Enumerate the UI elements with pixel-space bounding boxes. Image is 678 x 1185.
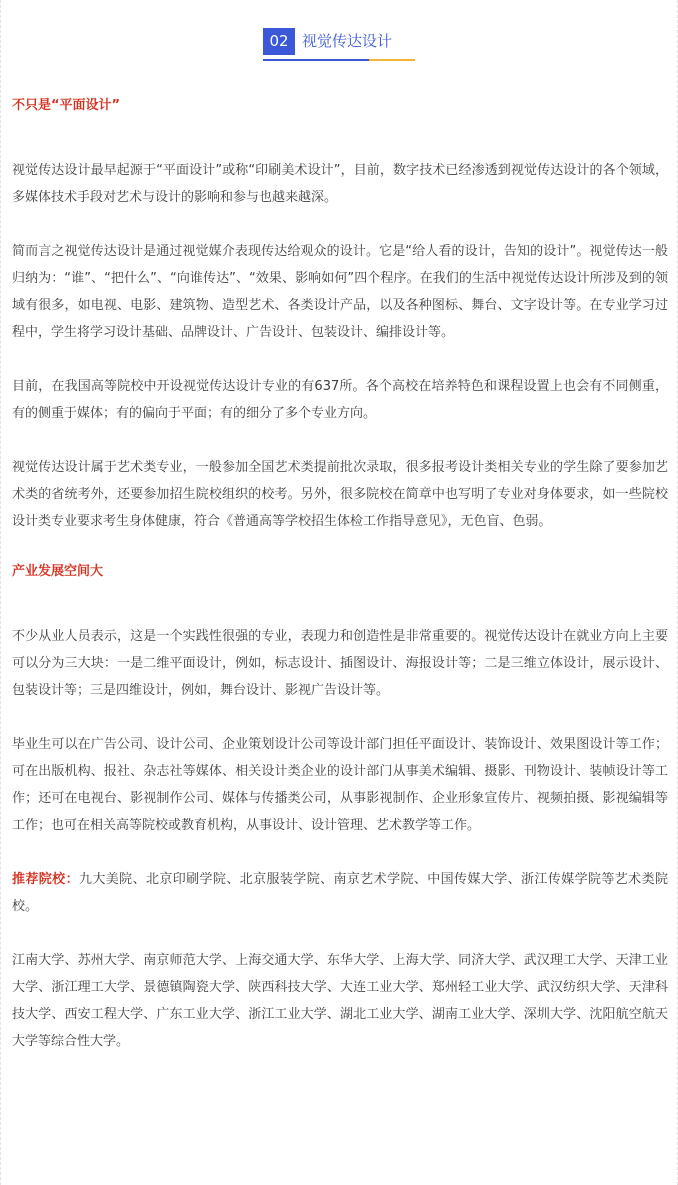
recommended-label: 推荐院校： xyxy=(12,872,79,887)
paragraph-school-count: 目前，在我国高等院校中开设视觉传达设计专业的有637所。各个高校在培养特色和课程设置上也会有不同侧重，有的侧重于媒体；有的偏向于平面；有的细分了多个专业方向。 xyxy=(12,379,668,421)
section-title-1: 不只是“平面设计” xyxy=(12,98,121,113)
section-header xyxy=(263,28,415,62)
section-title-2: 产业发展空间大 xyxy=(12,564,104,579)
paragraph-recommended-schools xyxy=(12,866,668,920)
paragraph-admission: 视觉传达设计属于艺术类专业，一般参加全国艺术类提前批次录取，很多报考设计类相关专业的学生除了要参加艺术类的省统考外，还要参加招生院校组织的校考。另外，很多院校在简章中也写明了专业对身体要求，如一些院校设计类专业要求考生身体健康，符合《普通高等学校招生体检工作指导意见》，无色盲、色弱。 xyxy=(12,460,668,529)
paragraph-comprehensive-universities: 江南大学、苏州大学、南京师范大学、上海交通大学、东华大学、上海大学、同济大学、武汉理工大学、天津工业大学、浙江理工大学、景德镇陶瓷大学、陕西科技大学、大连工业大学、郑州轻工业大学、武汉纺织大学、天津科技大学、西安工程大学、广东工业大学、浙江工业大学、湖北工业大学、湖南工业大学、深圳大学、沈阳航空航天大学等综合性大学。 xyxy=(12,953,668,1049)
header-underline-blue xyxy=(263,59,369,61)
recommended-art-schools: 九大美院、北京印刷学院、北京服装学院、南京艺术学院、中国传媒大学、浙江传媒学院等艺术类院校。 xyxy=(12,872,668,914)
header-underline-yellow xyxy=(369,59,415,61)
paragraph-employment: 毕业生可以在广告公司、设计公司、企业策划设计公司等设计部门担任平面设计、装饰设计、效果图设计等工作；可在出版机构、报社、杂志社等媒体、相关设计类企业的设计部门从事美术编辑、摄影、刊物设计、装帧设计等工作；还可在电视台、影视制作公司、媒体与传播类公司，从事影视制作、企业形象宣传片、视频拍摄、影视编辑等工作；也可在相关高等院校或教育机构，从事设计、设计管理、艺术教学等工作。 xyxy=(12,737,668,833)
section-header-title: 视觉传达设计 xyxy=(302,32,393,50)
article-body xyxy=(12,96,668,1055)
paragraph-origin: 视觉传达设计最早起源于“平面设计”或称“印刷美术设计”，目前，数字技术已经渗透到视觉传达设计的各个领域，多媒体技术手段对艺术与设计的影响和参与也越来越深。 xyxy=(12,163,668,205)
section-number-badge: 02 xyxy=(263,28,295,55)
paragraph-career-directions: 不少从业人员表示，这是一个实践性很强的专业，表现力和创造性是非常重要的。视觉传达设计在就业方向上主要可以分为三大块：一是二维平面设计，例如，标志设计、插图设计、海报设计等；二是三维立体设计，展示设计、包装设计等；三是四维设计，例如，舞台设计、影视广告设计等。 xyxy=(12,629,668,698)
paragraph-definition: 简而言之视觉传达设计是通过视觉媒介表现传达给观众的设计。它是“给人看的设计，告知的设计”。视觉传达一般归纳为：“谁”、“把什么”、“向谁传达”、“效果、影响如何”四个程序。在我们的生活中视觉传达设计所涉及到的领域有很多，如电视、电影、建筑物、造型艺术、各类设计产品，以及各种图标、舞台、文字设计等。在专业学习过程中，学生将学习设计基础、品牌设计、广告设计、包装设计、编排设计等。 xyxy=(12,244,668,340)
